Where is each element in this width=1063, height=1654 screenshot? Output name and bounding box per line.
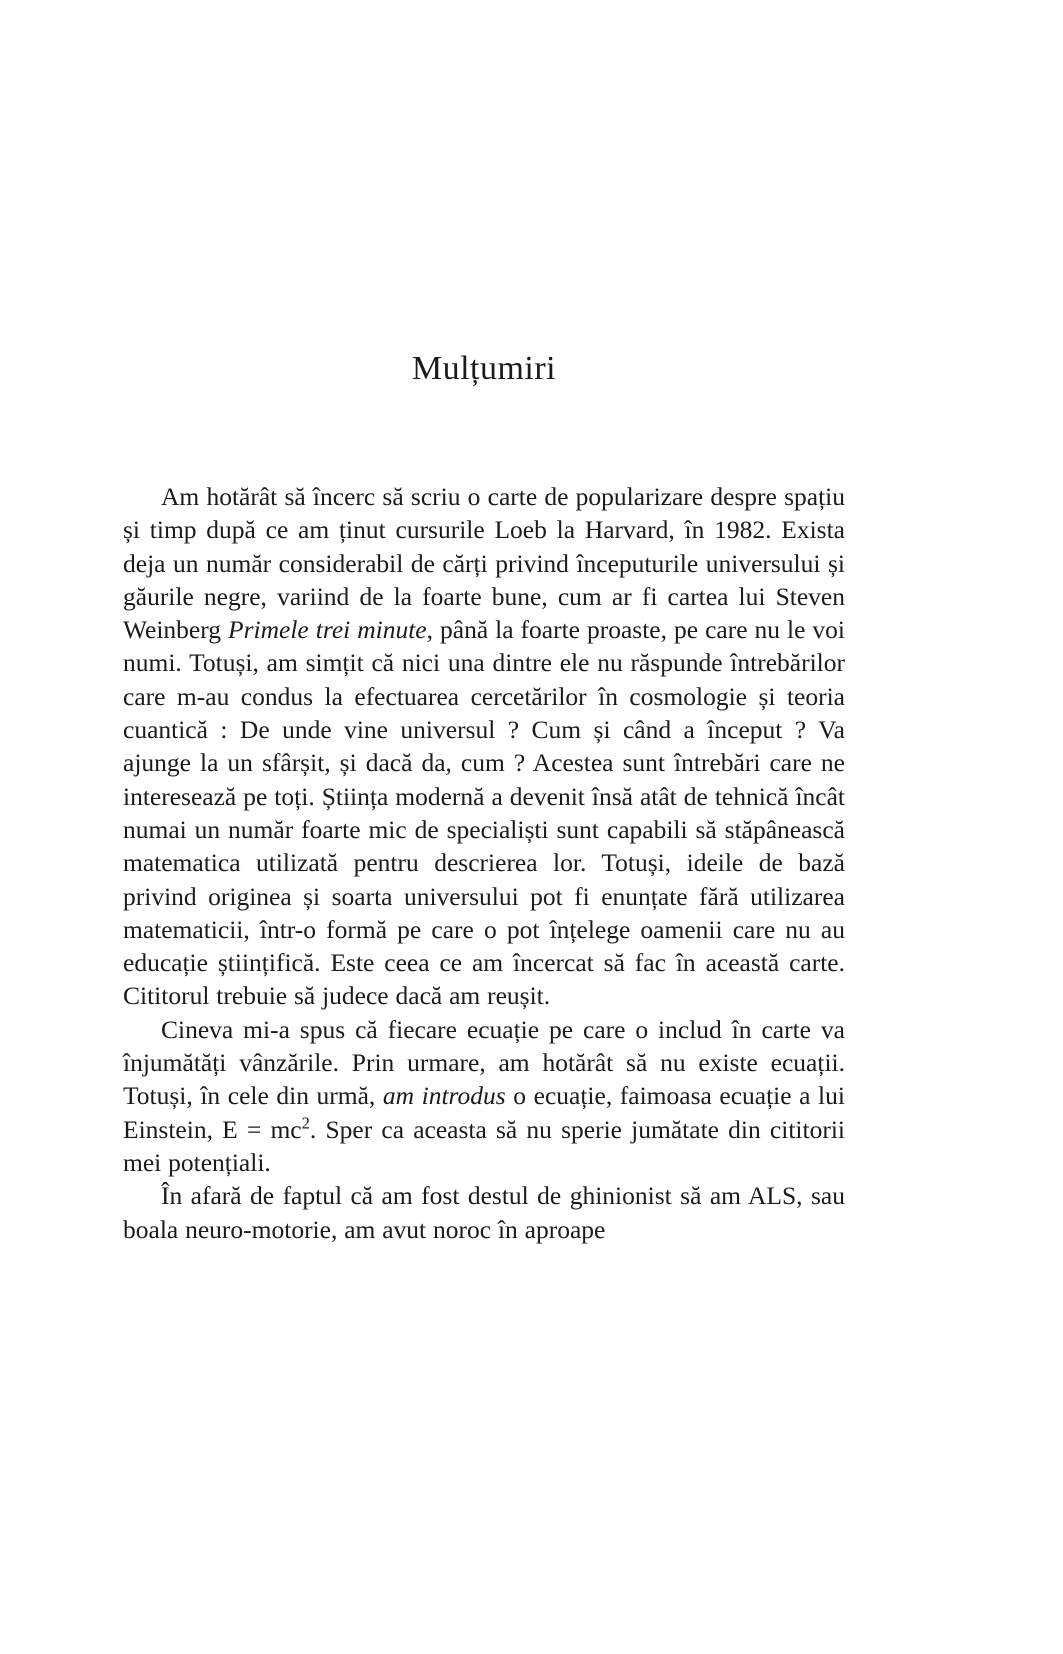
text-segment: o ecuație, faimoasa ecuație a lui Einstein, E = mc xyxy=(123,1081,845,1144)
text-segment: În afară de faptul că am fost destul de ghinionist să am ALS, sau boala neuro-motorie, am avut noroc în aproape xyxy=(123,1181,845,1244)
paragraph xyxy=(123,480,845,1013)
page-title: Mulțumiri xyxy=(411,350,557,387)
superscript-text: 2 xyxy=(301,1113,310,1133)
paragraph xyxy=(123,1013,845,1179)
text-segment: . Sper ca aceasta să nu sperie jumătate din cititorii mei potențiali. xyxy=(123,1114,845,1177)
text-column xyxy=(123,350,845,1246)
text-segment: Cineva mi-a spus că fiecare ecuație pe care o includ în carte va înjumătăți vânzările. Prin urmare, am hotărât să nu existe ecuații. Totuși, în cele din urmă, xyxy=(123,1014,845,1111)
italic-text: am introdus xyxy=(382,1081,506,1111)
text-segment: , până la foarte proaste, pe care nu le voi numi. Totuși, am simțit că nici una dintre ele nu răspunde întrebărilor care m-au condus la efectuarea cercetărilor în cosmologie și teoria cuantică : De unde vine universul ? Cum și când a început ? Va ajunge la un sfârșit, și dacă da, cum ? Acestea sunt întrebări care ne interesează pe toți. Știința modernă a devenit însă atât de tehnică încât numai un număr foarte mic de specialiști sunt capabili să stăpânească matematica utilizată pentru descrierea lor. Totuși, ideile de bază privind originea și soarta universului pot fi enunțate fără utilizarea matematicii, într-o formă pe care o pot înțelege oamenii care nu au educație științifică. Este ceea ce am încercat să fac în această carte. Cititorul trebuie să judece dacă am reușit. xyxy=(123,615,845,1011)
body-text xyxy=(123,480,845,1246)
paragraph xyxy=(123,1179,845,1246)
italic-text: Primele trei minute xyxy=(228,615,427,645)
text-segment: Am hotărât să încerc să scriu o carte de popularizare despre spațiu și timp după ce am ținut cursurile Loeb la Harvard, în 1982. Exista deja un număr considerabil de cărți privind începuturile universului și găurile negre, variind de la foarte bune, cum ar fi cartea lui Steven Weinberg xyxy=(123,482,845,645)
